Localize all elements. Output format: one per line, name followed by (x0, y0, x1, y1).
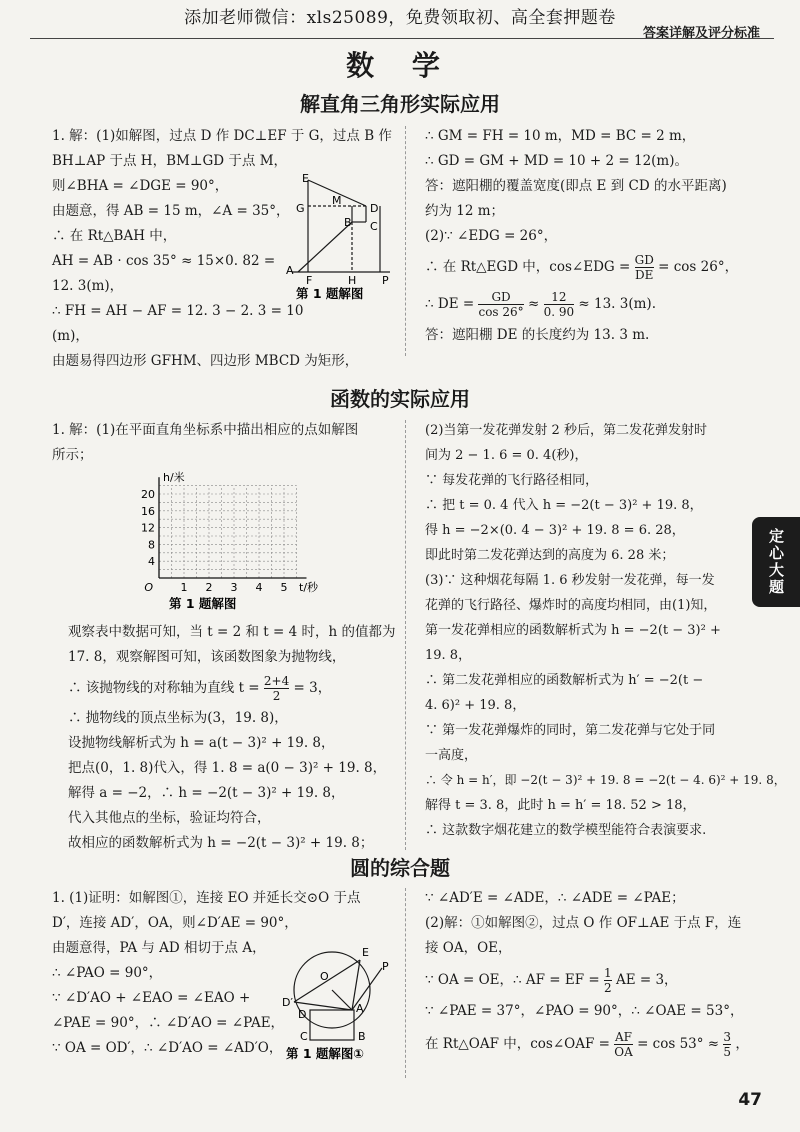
numerator: 1 (604, 966, 612, 980)
line: ∴ FH = AH − AF = 12. 3 − 2. 3 = 10 (52, 303, 304, 319)
point-label-D: D (298, 1008, 307, 1021)
line: 答：遮阳棚 DE 的长度约为 13. 3 m. (425, 327, 650, 343)
top-note: 添加老师微信：xls25089，免费领取初、高全套押题卷 (184, 8, 616, 28)
line: ∴ GD = GM + MD = 10 + 2 = 12(m)。 (425, 153, 688, 169)
section-title-circle: 圆的综合题 (350, 856, 450, 880)
figure-caption: 第 1 题解图 (296, 286, 364, 301)
denominator: DE (635, 268, 654, 282)
line: (2)解：①如解图②，过点 O 作 OF⊥AE 于点 F，连 (425, 915, 742, 931)
line: 则∠BHA = ∠DGE = 90°， (52, 178, 229, 194)
line: 12. 3(m)， (52, 278, 124, 294)
x-tick-label: 3 (230, 581, 238, 594)
line: 把点(0，1. 8)代入，得 1. 8 = a(0 − 3)² + 19. 8， (68, 760, 387, 776)
line: 1. (1)证明：如解图①，连接 EO 并延长交⊙O 于点 (52, 890, 361, 906)
line: (m)， (52, 328, 89, 344)
line: AH = AB · cos 35° ≈ 15×0. 82 = (52, 253, 276, 269)
circle-figure (282, 940, 402, 1065)
y-tick-label: 12 (141, 521, 155, 535)
fraction (478, 290, 523, 319)
line: ∵ OA = OE，∴ AF = EF = (425, 972, 600, 988)
line: ∴ 在 Rt△EGD 中，cos∠EDG = (425, 259, 631, 275)
numerator: AF (615, 1030, 632, 1044)
line: ≈ 13. 3(m). (578, 296, 656, 312)
line: BH⊥AP 于点 H，BM⊥GD 于点 M， (52, 153, 288, 169)
line: 由题意得，PA 与 AD 相切于点 A， (52, 940, 266, 956)
origin-label: O (144, 581, 153, 594)
line: ∴ 抛物线的顶点坐标为(3，19. 8)， (68, 710, 288, 726)
denominator: 0. 90 (543, 305, 575, 319)
line: ∴ 把 t = 0. 4 代入 h = −2(t − 3)² + 19. 8， (425, 498, 703, 513)
y-tick-label: 4 (148, 555, 155, 569)
fraction (614, 1030, 633, 1059)
y-tick-label: 20 (141, 488, 155, 501)
line: ∴ 第二发花弹相应的函数解析式为 h′ = −2(t − (425, 673, 704, 688)
subject-title: 数 学 (346, 49, 454, 82)
point-label-F: F (306, 274, 313, 287)
x-axis-label: t/秒 (299, 581, 319, 594)
point-label-A: A (356, 1002, 364, 1015)
section-title-function: 函数的实际应用 (330, 387, 470, 411)
x-tick-label: 4 (255, 581, 263, 594)
side-tab: 定心大题 (752, 517, 800, 607)
x-tick-label: 2 (205, 581, 213, 594)
trig-right-column: ∴ GM = FH = 10 m，MD = BC = 2 m， ∴ GD = GM + MD = 10 + 2 = 12(m)。 答：遮阳棚的覆盖宽度(即点 E 到 CD 的水平距离) 约为 12 m； (2)∵ ∠EDG = 26°， ∴ 在 Rt△EGD 中，cos∠EDG = $\frac{GD}{DE}$ = cos 26°， ∴ DE = $\frac{GD}{\cos 26^\circ}$ ≈ $\frac{12}{0. 90}$ ≈ 13. 3(m). 答：遮阳棚 DE 的长度约为 13. 3 m. (425, 128, 739, 343)
point-label-C: C (300, 1030, 308, 1043)
fraction (544, 290, 575, 319)
point-label-M: M (332, 194, 342, 207)
denominator: 2 (604, 981, 612, 995)
line: 代入其他点的坐标，验证均符合， (68, 810, 271, 826)
point-label-E: E (362, 946, 369, 959)
numerator: GD (491, 290, 511, 304)
line: 由题意，得 AB = 15 m，∠A = 35°， (52, 203, 290, 219)
line: ∴ GM = FH = 10 m，MD = BC = 2 m， (425, 128, 696, 144)
point-label-C: C (370, 220, 378, 233)
line: 1. 解：(1)在平面直角坐标系中描出相应的点如解图 (52, 422, 359, 438)
line: ∵ 第一发花弹爆炸的同时，第二发花弹与它处于同 (425, 723, 716, 738)
y-axis-label: h/米 (163, 471, 185, 485)
fraction (604, 966, 612, 995)
point-label-D1: D′ (282, 996, 293, 1009)
line: 1. 解：(1)如解图，过点 D 作 DC⊥EF 于 G，过点 B 作 (52, 128, 392, 144)
line: 在 Rt△OAF 中，cos∠OAF = (425, 1036, 610, 1052)
y-tick-label: 16 (141, 504, 155, 518)
function-left-top (52, 418, 397, 468)
line: = 3， (293, 680, 332, 696)
point-label-P: P (382, 274, 389, 287)
line: (3)∵ 这种烟花每隔 1. 6 秒发射一发花弹，每一发 (425, 573, 715, 588)
column-divider (405, 888, 406, 1078)
line: 17. 8，观察解图可知，该函数图象为抛物线， (68, 649, 346, 665)
point-label-G: G (296, 202, 305, 215)
numerator: 3 (723, 1030, 732, 1044)
line: 约为 12 m； (425, 203, 505, 219)
line: 19. 8， (425, 648, 472, 663)
line: = cos 26°， (658, 259, 739, 275)
line: 设抛物线解析式为 h = a(t − 3)² + 19. 8， (68, 735, 335, 751)
line: ∵ ∠PAE = 37°，∠PAO = 90°，∴ ∠OAE = 53°， (425, 1003, 744, 1019)
line: ∵ OA = OD′，∴ ∠D′AO = ∠AD′O， (52, 1040, 283, 1056)
trig-figure (282, 170, 402, 305)
point-label-O: O (320, 970, 329, 983)
point-label-D: D (370, 202, 379, 215)
circle-right-column (425, 886, 765, 1064)
line: ∴ DE = (425, 296, 475, 312)
line: 得 h = −2×(0. 4 − 3)² + 19. 8 = 6. 28， (425, 523, 685, 538)
denominator: cos 26° (478, 305, 524, 319)
section-title-trig: 解直角三角形实际应用 (300, 92, 500, 116)
column-divider (405, 126, 406, 356)
point-label-H: H (348, 274, 357, 287)
line: ∴ ∠PAO = 90°， (52, 965, 163, 981)
line: 故相应的函数解析式为 h = −2(t − 3)² + 19. 8； (68, 835, 374, 851)
line: 解得 t = 3. 8，此时 h = h′ = 18. 52 > 18， (425, 798, 696, 813)
line: 答：遮阳棚的覆盖宽度(即点 E 到 CD 的水平距离) (425, 178, 727, 194)
denominator: OA (614, 1045, 633, 1059)
line: 观察表中数据可知，当 t = 2 和 t = 4 时，h 的值都为 (68, 624, 396, 640)
line: (2)∵ ∠EDG = 26°， (425, 228, 558, 244)
line: ， (735, 1036, 749, 1052)
denominator: 2 (264, 688, 289, 703)
column-divider (405, 420, 406, 850)
line: 接 OA，OE， (425, 940, 512, 956)
point-label-A: A (286, 264, 294, 277)
line: ∴ 在 Rt△BAH 中， (52, 228, 177, 244)
scatter-chart (135, 470, 319, 611)
line: ∠PAE = 90°，∴ ∠D′AO = ∠PAE， (52, 1015, 285, 1031)
line: 4. 6)² + 19. 8， (425, 698, 526, 713)
line: 花弹的飞行路径、爆炸时的高度均相同，由(1)知， (425, 598, 717, 613)
line: ∵ ∠D′AO + ∠EAO = ∠EAO + (52, 990, 251, 1006)
line: AE = 3， (615, 972, 678, 988)
point-label-E: E (302, 172, 309, 185)
line: D′，连接 AD′，OA，则∠D′AE = 90°， (52, 915, 298, 931)
fraction (723, 1030, 731, 1059)
line: = cos 53° ≈ (637, 1036, 720, 1052)
line: 由题易得四边形 GFHM、四边形 MBCD 为矩形， (52, 353, 359, 369)
page-number: 47 (738, 1090, 762, 1110)
line: 一高度， (425, 748, 478, 763)
denominator: 5 (723, 1045, 732, 1059)
line: 所示； (52, 447, 93, 463)
fraction (264, 674, 289, 703)
x-tick-label: 5 (280, 581, 288, 594)
standard-tag: 答案详解及评分标准 (642, 26, 760, 41)
numerator: 2+4 (263, 674, 290, 688)
numerator: GD (634, 253, 654, 267)
point-label-B: B (344, 216, 352, 229)
line: ∴ 令 h = h′，即 −2(t − 3)² + 19. 8 = −2(t − 4. 6)² + 19. 8， (425, 773, 786, 787)
line: 第一发花弹相应的函数解析式为 h = −2(t − 3)² + (425, 623, 721, 638)
line: (2)当第一发花弹发射 2 秒后，第二发花弹发射时 (425, 423, 707, 438)
fraction (635, 253, 654, 282)
numerator: 12 (551, 290, 567, 304)
point-label-P: P (382, 960, 389, 973)
function-left-bottom (68, 620, 398, 856)
line: 解得 a = −2，∴ h = −2(t − 3)² + 19. 8， (68, 785, 345, 801)
x-tick-label: 1 (180, 581, 188, 594)
line: ∵ ∠AD′E = ∠ADE，∴ ∠ADE = ∠PAE； (425, 890, 685, 906)
figure-caption: 第 1 题解图 (169, 596, 237, 611)
y-tick-label: 8 (148, 538, 155, 552)
header-rule (30, 38, 774, 39)
line: ∴ 这款数字烟花建立的数学模型能符合表演要求. (425, 823, 707, 838)
line: ∴ 该抛物线的对称轴为直线 t = (68, 680, 260, 696)
line: 间为 2 − 1. 6 = 0. 4(秒)， (425, 448, 588, 463)
line: ∵ 每发花弹的飞行路径相同， (425, 473, 599, 488)
figure-caption: 第 1 题解图① (286, 1046, 364, 1061)
point-label-B: B (358, 1030, 366, 1043)
line: 即此时第二发花弹达到的高度为 6. 28 米； (425, 548, 675, 563)
